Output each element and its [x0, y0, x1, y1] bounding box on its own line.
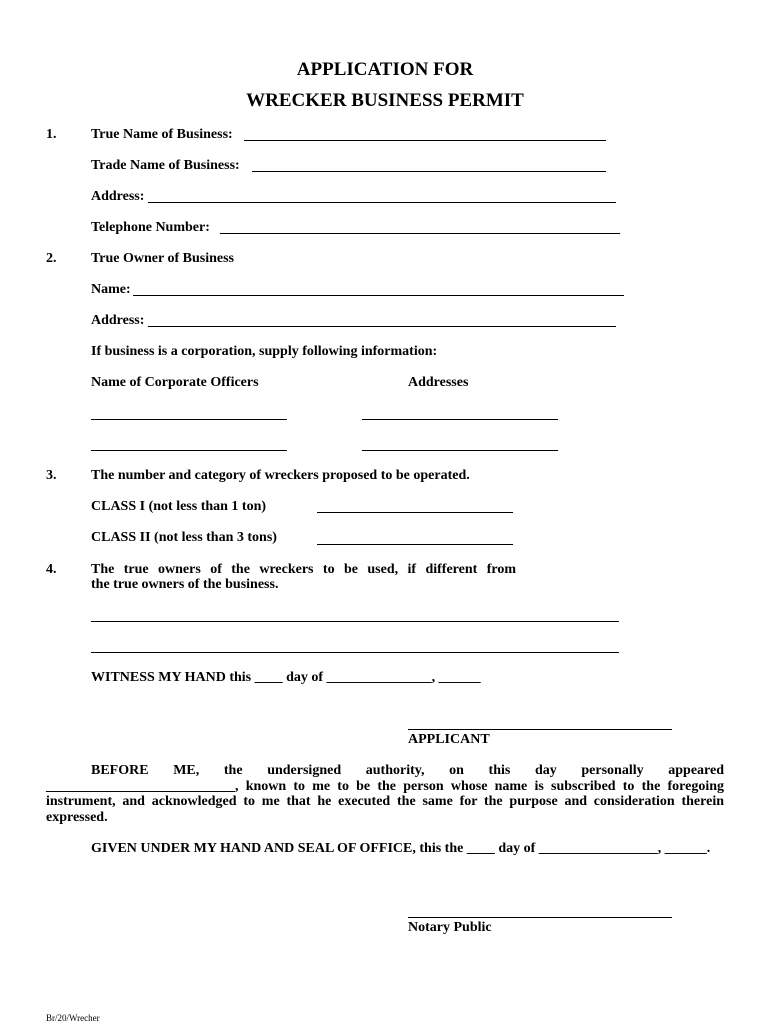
owner-address-field[interactable]: [148, 326, 616, 327]
officer-name-field-2[interactable]: [91, 450, 287, 451]
before-me-paragraph: BEFORE ME, the undersigned authority, on this day personally appeared ___________________________, known to me to be the person whose name is subscribed to the foregoing instrument, and acknowledged to me that he executed the same for the purpose and consideration therein expressed.: [46, 763, 724, 825]
class1-field[interactable]: [317, 512, 513, 513]
applicant-signature-field[interactable]: [408, 729, 672, 730]
true-owner-heading: True Owner of Business: [91, 251, 234, 266]
telephone-label: Telephone Number:: [91, 220, 210, 235]
wrecker-owners-field-2[interactable]: [91, 652, 619, 653]
applicant-label: APPLICANT: [408, 732, 490, 747]
section-1-number: 1.: [46, 127, 57, 142]
witness-line: WITNESS MY HAND this ____ day of _______________, ______: [91, 670, 481, 685]
section-3-number: 3.: [46, 468, 57, 483]
business-address-field[interactable]: [148, 202, 616, 203]
true-name-field[interactable]: [244, 140, 606, 141]
owner-name-field[interactable]: [133, 295, 624, 296]
form-code: Br/20/Wrecher: [46, 1013, 100, 1023]
class2-label: CLASS II (not less than 3 tons): [91, 530, 277, 545]
notary-public-label: Notary Public: [408, 920, 492, 935]
section-2-number: 2.: [46, 251, 57, 266]
wrecker-owners-field-1[interactable]: [91, 621, 619, 622]
officers-column-header: Name of Corporate Officers: [91, 375, 259, 390]
addresses-column-header: Addresses: [408, 375, 469, 390]
section-4-number: 4.: [46, 562, 57, 577]
given-under-paragraph: GIVEN UNDER MY HAND AND SEAL OF OFFICE, this the ____ day of _________________, ______.: [91, 841, 711, 856]
class2-field[interactable]: [317, 544, 513, 545]
officer-address-field-2[interactable]: [362, 450, 558, 451]
true-name-label: True Name of Business:: [91, 127, 233, 142]
owner-name-label: Name:: [91, 282, 131, 297]
telephone-field[interactable]: [220, 233, 620, 234]
officer-address-field-1[interactable]: [362, 419, 558, 420]
class1-label: CLASS I (not less than 1 ton): [91, 499, 267, 514]
business-address-label: Address:: [91, 189, 145, 204]
wrecker-owners-text-line1: The true owners of the wreckers to be used, if different from: [91, 562, 516, 577]
wrecker-owners-text-line2: the true owners of the business.: [91, 577, 279, 592]
corporation-note: If business is a corporation, supply following information:: [91, 344, 438, 359]
wreckers-heading: The number and category of wreckers proposed to be operated.: [91, 468, 470, 483]
form-title-line1: APPLICATION FOR: [296, 59, 474, 80]
notary-signature-field[interactable]: [408, 917, 672, 918]
trade-name-label: Trade Name of Business:: [91, 158, 240, 173]
form-title-line2: WRECKER BUSINESS PERMIT: [246, 90, 524, 111]
trade-name-field[interactable]: [252, 171, 606, 172]
owner-address-label: Address:: [91, 313, 145, 328]
officer-name-field-1[interactable]: [91, 419, 287, 420]
